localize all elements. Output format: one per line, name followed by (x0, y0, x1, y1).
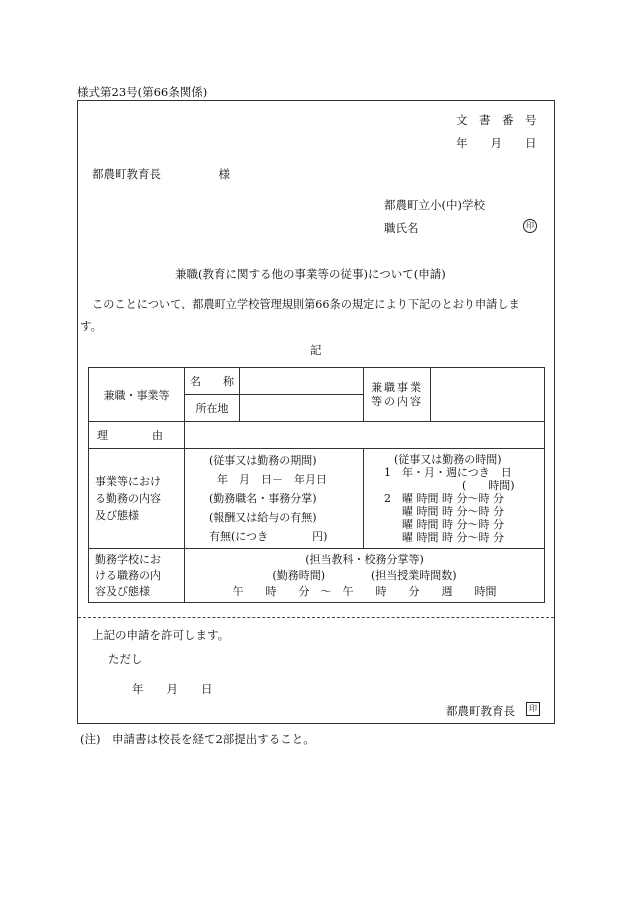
work-time-cell (364, 449, 545, 549)
content-label-line2: 等の内容 (371, 394, 423, 408)
work-label-line2: る勤務の内容 (95, 492, 161, 505)
work-period-dates: 年 月 日－ 年月日 (217, 473, 327, 486)
work-duty-heading: (勤務職名・事務分掌) (209, 492, 317, 505)
content-label-cell (364, 368, 431, 422)
location-label-cell (185, 395, 240, 422)
work-label-line1: 事業等におけ (95, 475, 161, 488)
content-label-line1: 兼職事業 (371, 380, 423, 394)
reason-label: 理 由 (97, 429, 163, 442)
ki-label: 記 (310, 343, 322, 357)
job-label: 兼職・事業等 (103, 388, 170, 402)
tadashi-text: ただし (108, 652, 143, 666)
application-table (88, 367, 545, 603)
work-pay-heading: (報酬又は給与の有無) (209, 511, 317, 524)
content-value-cell[interactable] (431, 368, 545, 422)
work-time-heading: (従事又は勤務の時間) (394, 453, 502, 466)
document-number: 文 書 番 号 (456, 113, 537, 127)
dashed-separator (78, 617, 554, 618)
form-number: 様式第23号(第66条関係) (77, 85, 208, 99)
school-duty-cell (185, 549, 545, 603)
permit-text: 上記の申請を許可します。 (92, 628, 230, 642)
reason-label-cell (89, 422, 185, 449)
body-text-line1: このことについて、都農町立学校管理規則第66条の規定により下記のとおり申請しま (92, 298, 520, 311)
work-period-cell (185, 449, 364, 549)
work-time-row: 曜 時間 時 分～時 分 (402, 531, 504, 544)
name-value-cell[interactable] (240, 368, 364, 395)
seal-mark: 印 (523, 219, 537, 233)
date-line: 年 月 日 (456, 136, 537, 150)
work-time-hours: ( 時間) (462, 479, 515, 492)
work-time-row: 曜 時間 時 分～時 分 (402, 518, 504, 531)
school-time-line: 午 時 分 ～ 午 時 分 週 時間 (232, 584, 497, 598)
school-hours-line (185, 568, 544, 584)
work-time-item1: 1 年・月・週につき 日 (384, 466, 512, 479)
work-pay-amount: 有無(につき 円) (209, 530, 328, 543)
staff-name-label: 職氏名 (384, 221, 419, 235)
school-work-hours: (勤務時間) (272, 568, 325, 582)
name-label-cell (185, 368, 240, 395)
reason-value-cell[interactable] (185, 422, 545, 449)
work-time-item2: 2 曜 時間 時 分～時 分 (384, 492, 504, 505)
school-name: 都農町立小(中)学校 (384, 198, 485, 212)
work-time-row: 曜 時間 時 分～時 分 (402, 505, 504, 518)
work-period-heading: (従事又は勤務の期間) (209, 454, 317, 467)
request-title: 兼職(教育に関する他の事業等の従事)について(申請) (175, 267, 446, 281)
school-label-cell (89, 549, 185, 603)
school-class-hours: (担当授業時間数) (371, 568, 457, 582)
work-label-line3: 及び態様 (95, 509, 139, 522)
issuer-seal-mark: 印 (526, 702, 540, 716)
issuer: 都農町教育長 (446, 704, 515, 718)
school-duty-heading: (担当教科・校務分掌等) (305, 552, 424, 566)
name-label: 名 称 (190, 375, 234, 388)
school-label-line1: 勤務学校にお (95, 552, 161, 566)
addressee: 都農町教育長 様 (92, 167, 230, 181)
job-label-cell (89, 368, 185, 422)
school-label-line3: 容及び態様 (95, 584, 150, 598)
body-text-line2: す。 (80, 319, 103, 333)
location-label: 所在地 (195, 402, 229, 415)
permit-date: 年 月 日 (132, 682, 213, 696)
location-value-cell[interactable] (240, 395, 364, 422)
school-label-line2: ける職務の内 (95, 568, 161, 582)
work-label-cell (89, 449, 185, 549)
footnote: (注) 申請書は校長を経て2部提出すること。 (80, 732, 315, 746)
